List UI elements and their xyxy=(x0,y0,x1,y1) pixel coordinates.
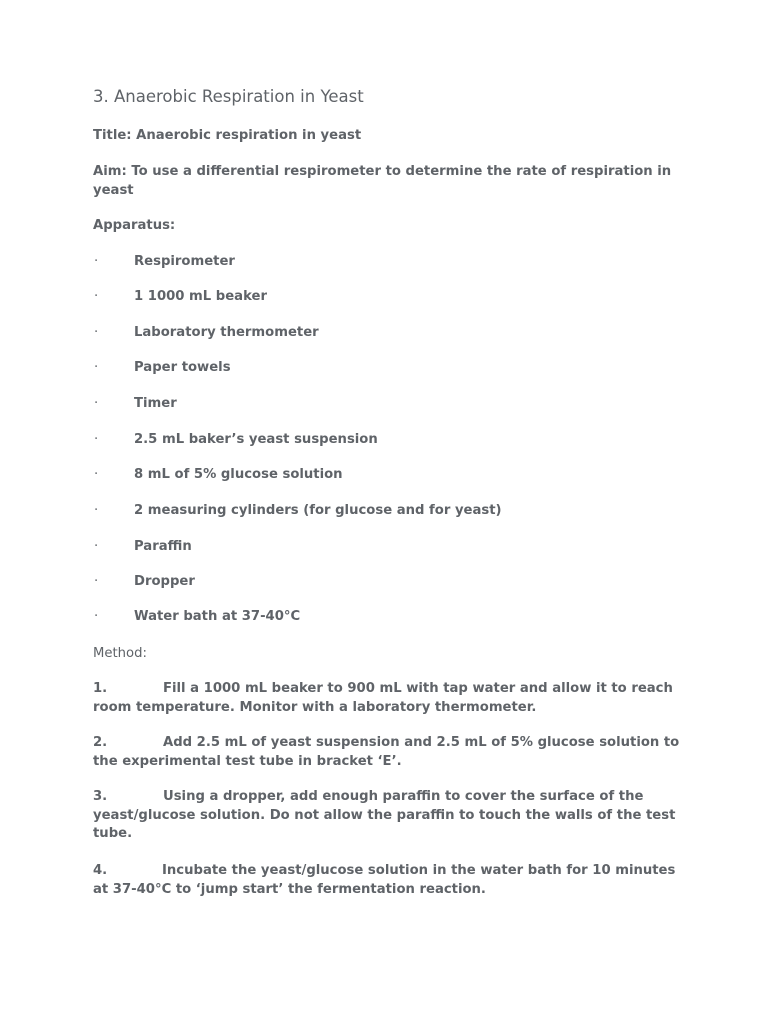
method-step xyxy=(93,788,683,844)
step-text: Add 2.5 mL of yeast suspension and 2.5 mL of 5% glucose solution to the experimental test tube in bracket ‘E’. xyxy=(93,735,680,769)
method-step xyxy=(93,680,683,717)
apparatus-item: 2 measuring cylinders (for glucose and for yeast) xyxy=(134,503,502,518)
document-heading: 3. Anaerobic Respiration in Yeast xyxy=(93,87,364,106)
bullet-glyph: · xyxy=(94,289,99,304)
title-line: Title: Anaerobic respiration in yeast xyxy=(93,128,362,143)
step-number: 1. xyxy=(93,681,108,696)
apparatus-item: Paraffin xyxy=(134,539,192,554)
bullet-glyph: · xyxy=(94,325,99,340)
bullet-glyph: · xyxy=(94,254,99,269)
bullet-glyph: · xyxy=(94,467,99,482)
apparatus-item: Paper towels xyxy=(134,360,231,375)
bullet-glyph: · xyxy=(94,360,99,375)
bullet-glyph: · xyxy=(94,503,99,518)
apparatus-item: Respirometer xyxy=(134,254,235,269)
step-text: Using a dropper, add enough paraffin to cover the surface of the yeast/glucose solution. Do not allow the paraffin to touch the walls of the test tube. xyxy=(93,789,676,841)
apparatus-item: Dropper xyxy=(134,574,195,589)
method-label: Method: xyxy=(93,646,147,661)
step-text: Fill a 1000 mL beaker to 900 mL with tap water and allow it to reach room temperature. Monitor with a laboratory thermometer. xyxy=(93,681,673,715)
apparatus-item: 2.5 mL baker’s yeast suspension xyxy=(134,432,378,447)
step-number: 2. xyxy=(93,735,108,750)
apparatus-label: Apparatus: xyxy=(93,218,176,233)
bullet-glyph: · xyxy=(94,396,99,411)
bullet-glyph: · xyxy=(94,539,99,554)
bullet-glyph: · xyxy=(94,609,99,624)
apparatus-item: 1 1000 mL beaker xyxy=(134,289,267,304)
apparatus-item: Water bath at 37-40°C xyxy=(134,609,301,624)
aim-line: Aim: To use a differential respirometer to determine the rate of respiration in yeast xyxy=(93,164,672,198)
apparatus-item: Timer xyxy=(134,396,177,411)
apparatus-item: 8 mL of 5% glucose solution xyxy=(134,467,343,482)
method-step xyxy=(93,734,683,771)
bullet-glyph: · xyxy=(94,432,99,447)
step-number: 4. xyxy=(93,863,108,878)
method-step xyxy=(93,862,683,899)
bullet-glyph: · xyxy=(94,574,99,589)
step-number: 3. xyxy=(93,789,108,804)
step-text: Incubate the yeast/glucose solution in the water bath for 10 minutes at 37-40°C to ‘jump start’ the fermentation reaction. xyxy=(93,863,676,897)
apparatus-item: Laboratory thermometer xyxy=(134,325,319,340)
